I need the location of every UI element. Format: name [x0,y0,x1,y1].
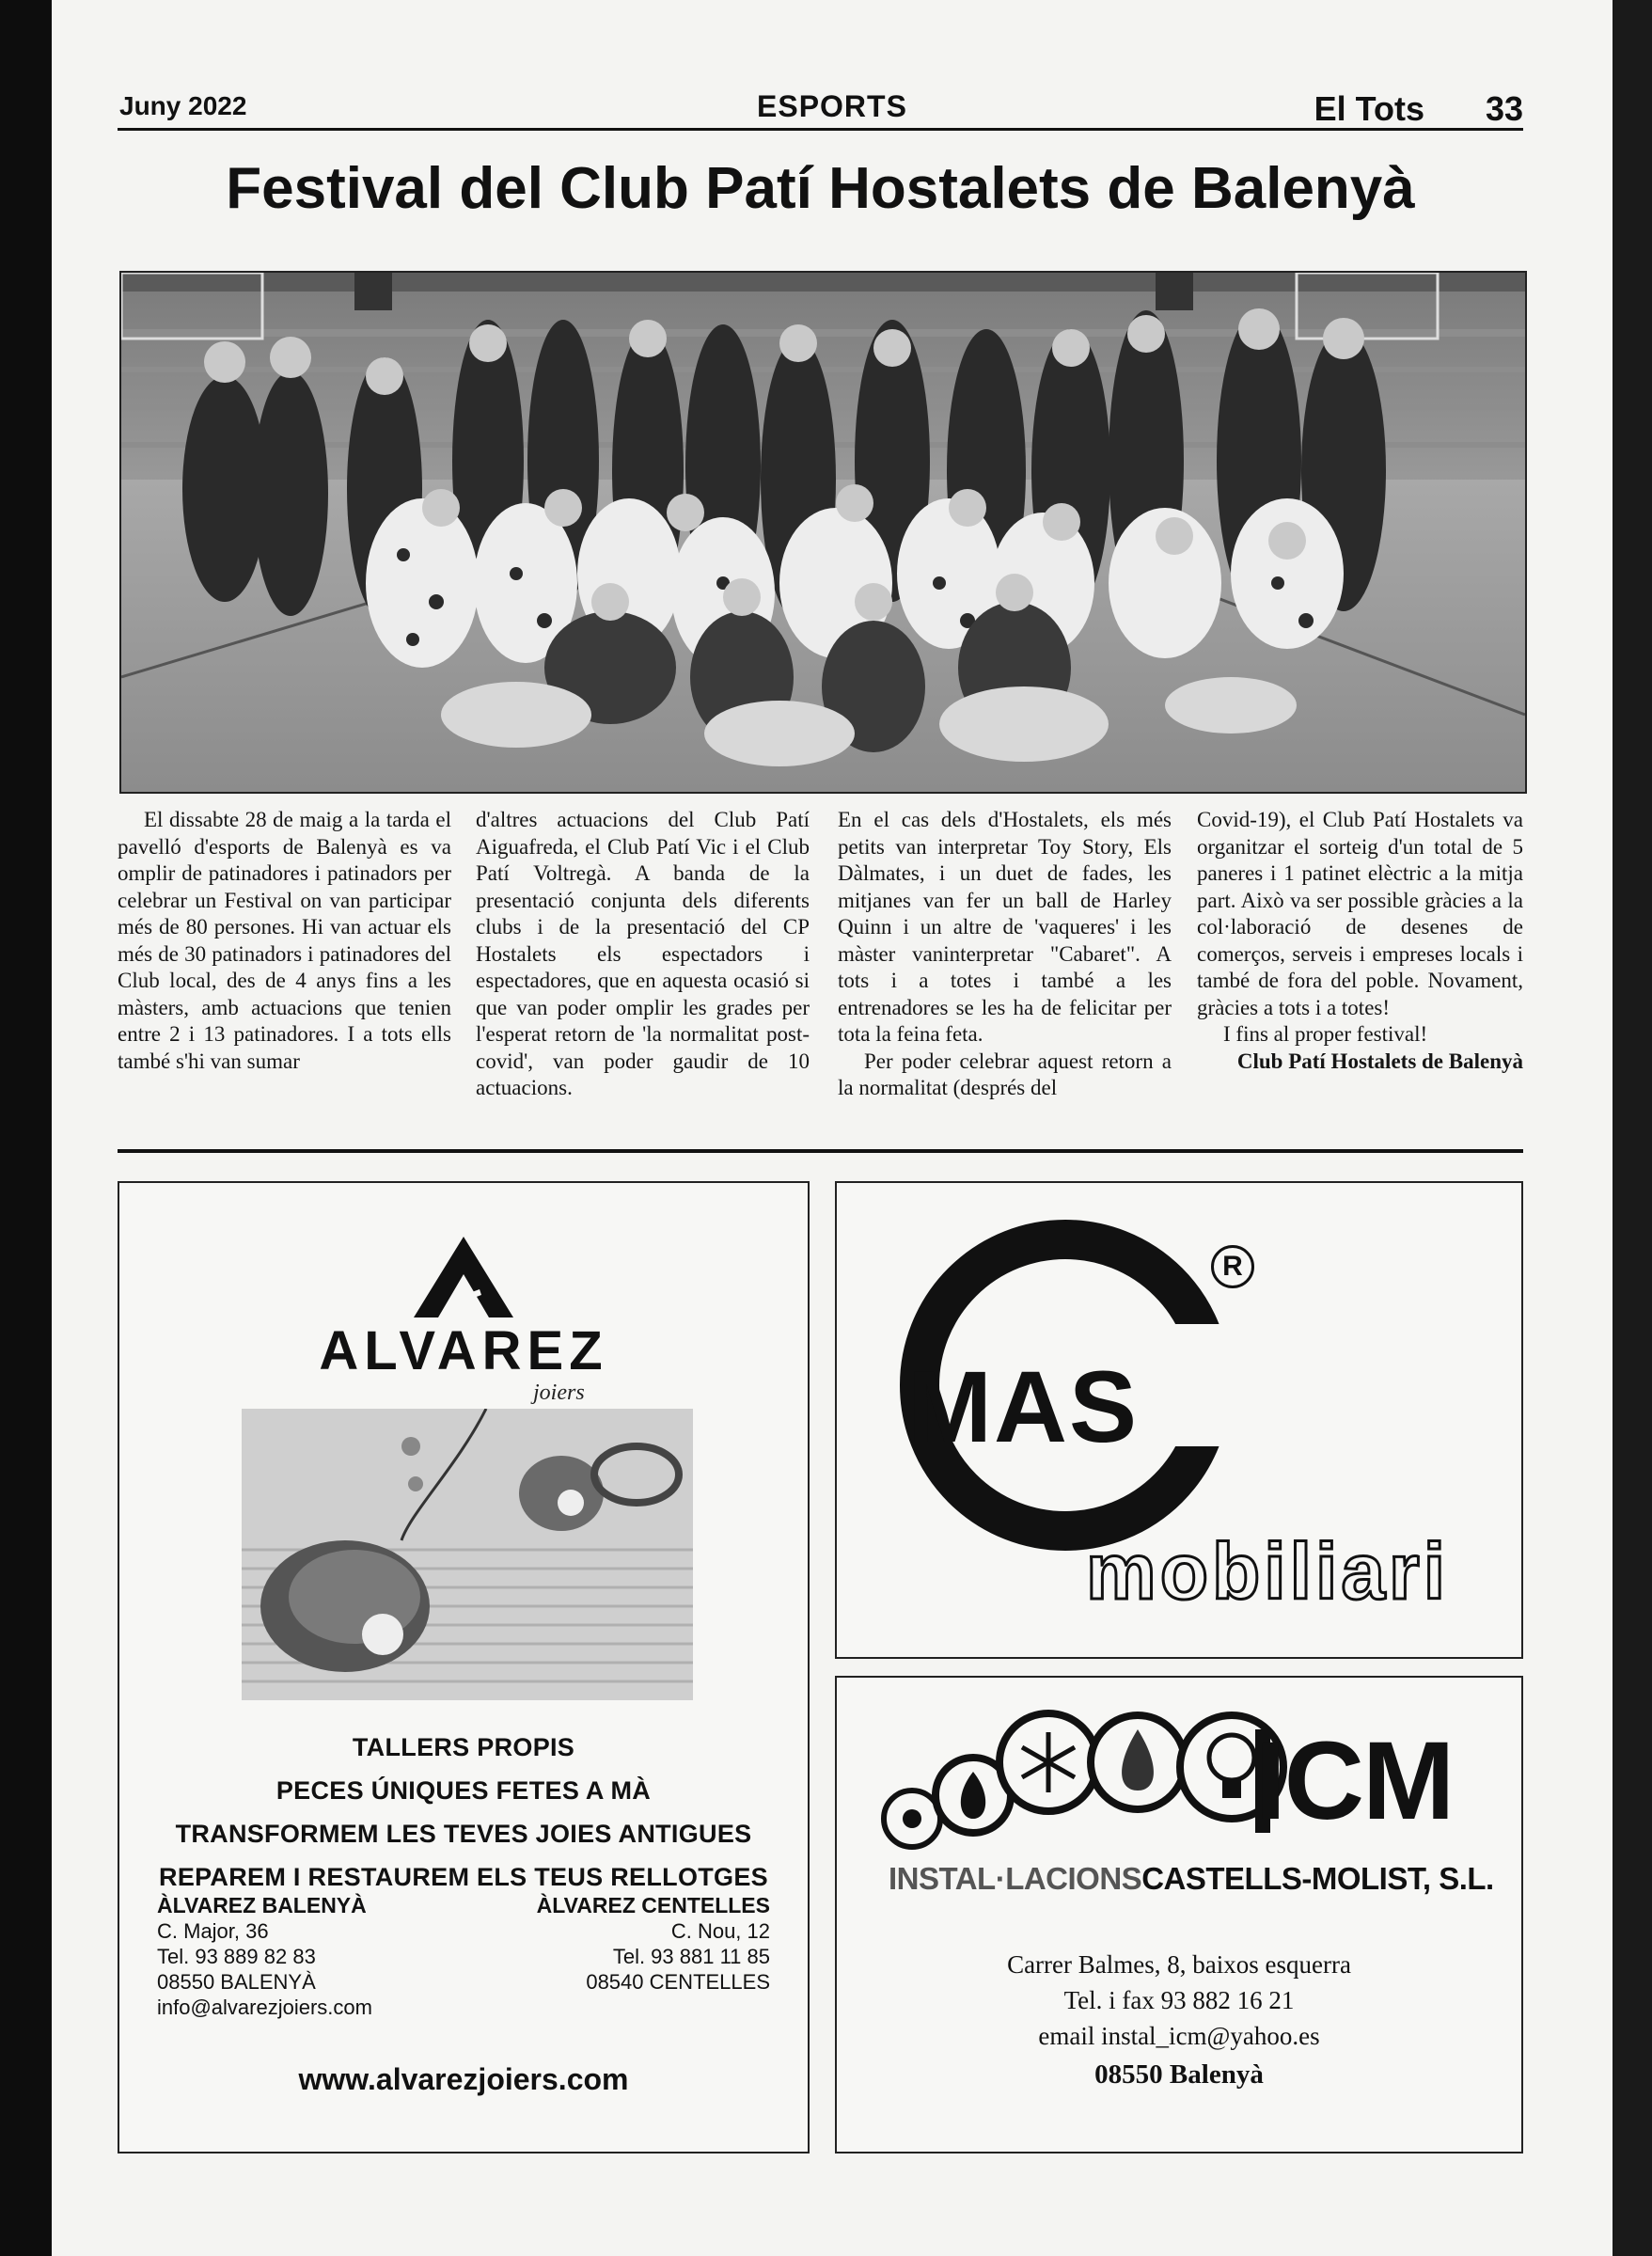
issue-date: Juny 2022 [119,91,247,120]
shop-city: 08540 CENTELLES [586,1970,770,1994]
publication-name: El Tots [1314,89,1424,128]
water-drop-icon [1091,1715,1185,1809]
article-column-4 [1197,807,1523,1075]
icm-phone: Tel. i fax 93 882 16 21 [1063,1986,1295,2014]
shop-name: ÀLVAREZ BALENYÀ [157,1893,367,1917]
icm-company [889,1861,1494,1897]
mas-brand: MAS [907,1349,1139,1463]
alvarez-triangle-logo-icon [119,1235,808,1324]
shop-address: C. Major, 36 [157,1919,269,1943]
ad-line: REPAREM I RESTAUREM ELS TEUS RELLOTGES [159,1863,768,1891]
icm-email: email instal_icm@yahoo.es [1038,2022,1320,2050]
section-name: ESPORTS [757,89,907,123]
icm-company-name: CASTELLS-MOLIST, S.L. [1141,1861,1494,1896]
jewelry-photo-icon [242,1409,693,1700]
paragraph: Per poder celebrar aquest retorn a la normalitat (després del [838,1049,1172,1099]
shop-name: ÀLVAREZ CENTELLES [536,1893,770,1917]
article-column-3 [838,807,1172,1102]
alvarez-brand: ALVAREZ [319,1320,608,1381]
icm-inst-label: INSTAL·LACIONS [889,1861,1142,1896]
paragraph: I fins al proper festival! [1223,1022,1428,1046]
icm-brand: ICM [1255,1719,1454,1843]
scan-edge [1613,0,1652,2256]
snowflake-icon [999,1713,1097,1811]
shop-phone: Tel. 93 881 11 85 [612,1945,770,1968]
icm-city: 08550 Balenyà [1094,2059,1264,2090]
ad-line: TALLERS PROPIS [352,1733,575,1761]
ad-line: TRANSFORMEM LES TEVES JOIES ANTIGUES [175,1820,752,1848]
shop-centelles [537,1893,770,1995]
paragraph: El dissabte 28 de maig a la tarda el pavelló d'esports de Balenyà es va omplir de patinadores i patinadors per celebrar un Festival on van participar més de 80 persones. Hi van actuar els més de 30 patinadors i patinadores del Club local, des de 4 anys fins a les màsters, amb actuacions que tenien entre 2 i 13 patinadores. I a tots ells també s'hi van sumar [118,808,451,1073]
group-photo-icon [119,271,1527,794]
shop-phone: Tel. 93 889 82 83 [157,1945,316,1968]
shop-email: info@alvarezjoiers.com [157,1996,372,2019]
article-column-2 [476,807,810,1102]
shop-balenya [157,1893,372,2020]
alvarez-website: www.alvarezjoiers.com [298,2062,629,2096]
article-column-1 [118,807,451,1075]
ad-line: PECES ÚNIQUES FETES A MÀ [275,1776,652,1805]
article-signature: Club Patí Hostalets de Balenyà [1236,1049,1523,1073]
page-number: 33 [1485,89,1523,128]
section-rule [118,1149,1523,1153]
icm-address: Carrer Balmes, 8, baixos esquerra [1007,1950,1351,1979]
icm-ad [835,1676,1523,2153]
registered-mark: R [1211,1245,1254,1288]
mas-subtitle: mobiliari [1086,1527,1450,1616]
page-spine [0,0,52,2256]
article-title: Festival del Club Patí Hostalets de Balenyà [226,156,1415,221]
shop-address: C. Nou, 12 [670,1919,770,1943]
mas-mobiliari-ad [835,1181,1523,1659]
page-header [118,89,1523,129]
shop-city: 08550 BALENYÀ [157,1970,316,1994]
gear-icon [884,1791,940,1847]
paragraph: d'altres actuacions del Club Patí Aiguafreda, el Club Patí Vic i el Club Patí Voltregà. A banda de la presentació conjunta dels diferents clubs i de la presentació del CP Hostalets els espectadors i espectadores, que en aquesta ocasió si que van poder omplir les grades per l'esperat retorn de 'la normalitat post-covid', van poder gaudir de 10 actuacions. [476,808,810,1099]
header-rule [118,128,1523,131]
paragraph: Covid-19), el Club Patí Hostalets va organitzar el sorteig d'un total de 5 paneres i 1 patinet elèctric a la mitja part. Això va ser possible gràcies a la col·laboració de desenes de comerços, serveis i empreses locals i també de fora del poble. Novament, gràcies a tots i a totes! [1197,808,1523,1019]
alvarez-tagline: joiers [533,1380,585,1405]
paragraph: En el cas dels d'Hostalets, els més petits van interpretar Toy Story, Els Dàlmates, i un duet de fades, les mitjanes van fer un ball de Harley Quinn i un altre de 'vaqueres' i les màster vaninterpretar "Cabaret". A tots i a totes i també a les entrenadores se les ha de felicitar per tota la feina feta. [838,808,1172,1046]
article-body [118,807,1523,1131]
alvarez-ad [118,1181,810,2153]
